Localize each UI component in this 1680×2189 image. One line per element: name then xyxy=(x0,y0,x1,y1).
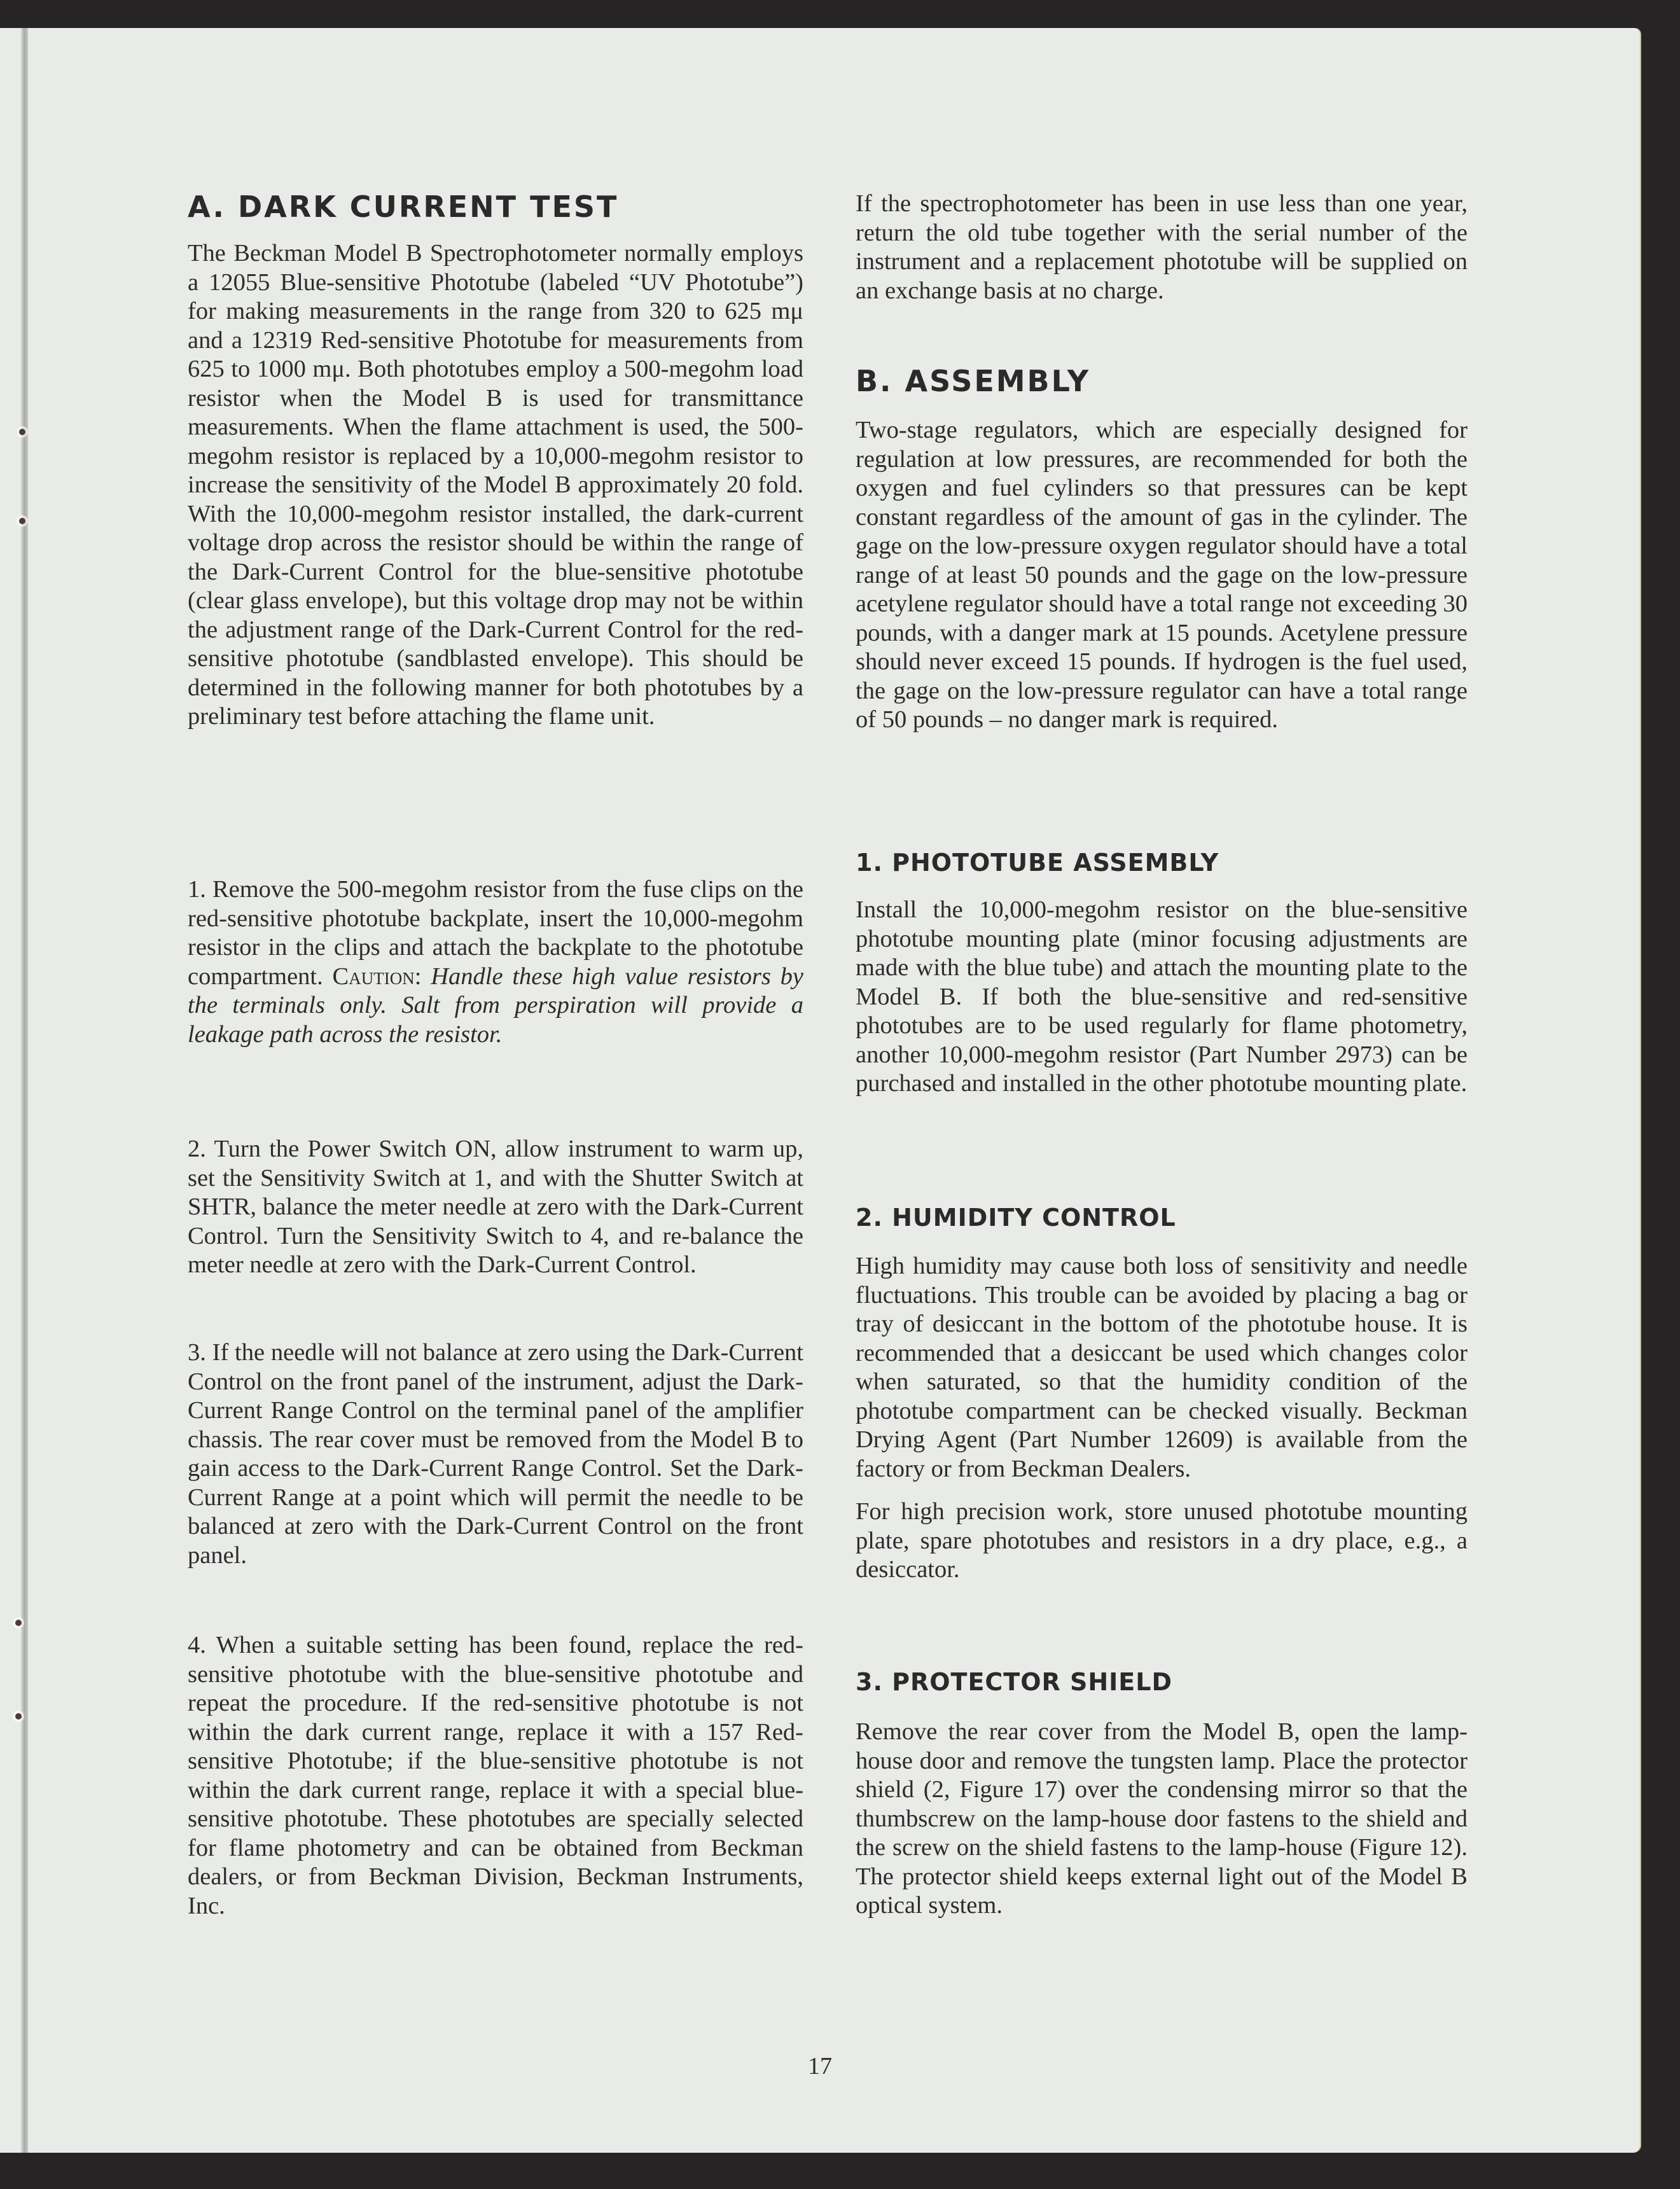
staple-hole xyxy=(15,1713,22,1720)
staple-hole xyxy=(15,1620,22,1626)
humidity-control-paragraph: High humidity may cause both loss of sensitivity and needle fluctuations. This trouble can be avoided by placing a bag or tray of desiccant in the bottom of the phototube house. It is recommended that a desiccant be used which changes color when saturated, so that the humidity condition of the phototube compartment can be checked visually. Beckman Drying Agent (Part Number 12609) is available from the factory or from Beckman Dealers. xyxy=(856,1253,1468,1482)
caution-text: Handle these high value resistors by the terminals only. Salt from perspiration will provide a leakage path across the resistor. xyxy=(188,962,803,1048)
phototube-exchange-paragraph: If the spectrophotometer has been in use less than one year, return the old tube together with the serial number of the instrument and a replacement phototube will be supplied on an exchange basis at no charge. xyxy=(856,190,1468,304)
phototube-assembly-paragraph: Install the 10,000-megohm resistor on the blue-sensitive phototube mounting plate (minor focusing adjustments are made with the blue tube) and attach the mounting plate to the Model B. If both the blue-sensitive and red-sensitive phototubes are to be used regularly for flame photometry, another 10,000-megohm resistor (Part Number 2973) can be purchased and installed in the other phototube mounting plate. xyxy=(856,896,1468,1097)
humidity-storage-paragraph: For high precision work, store unused phototube mounting plate, spare phototubes and resistors in a dry place, e.g., a desiccator. xyxy=(856,1498,1468,1583)
document-page xyxy=(0,28,1640,2153)
staple-hole xyxy=(19,429,25,435)
subsection-heading-humidity-control: 2. HUMIDITY CONTROL xyxy=(856,1204,1176,1232)
subsection-heading-phototube-assembly: 1. PHOTOTUBE ASSEMBLY xyxy=(856,849,1219,877)
dark-current-intro-paragraph: The Beckman Model B Spectrophotometer normally employs a 12055 Blue-sensitive Phototube (labeled “UV Phototube”) for making measurements in the range from 320 to 625 mμ and a 12319 Red-sensitive Phototube for measurements from 625 to 1000 mμ. Both phototubes employ a 500-megohm load resistor when the Model B is used for transmittance measurements. When the flame attachment is used, the 500-megohm resistor is replaced by a 10,000-megohm resistor to increase the sensitivity of the Model B approximately 20 fold. With the 10,000-megohm resistor installed, the dark-current voltage drop across the resistor should be within the range of the Dark-Current Control for the blue-sensitive phototube (clear glass envelope), but this voltage drop may not be within the adjustment range of the Dark-Current Control for the red-sensitive phototube (sandblasted envelope). This should be determined in the following manner for both phototubes by a preliminary test before attaching the flame unit. xyxy=(188,240,803,730)
section-heading-assembly: B. ASSEMBLY xyxy=(856,364,1091,398)
page-number: 17 xyxy=(808,2053,832,2080)
caution-label: Caution: xyxy=(332,962,422,990)
staple-hole xyxy=(19,518,25,524)
step-2-paragraph: 2. Turn the Power Switch ON, allow instrument to warm up, set the Sensitivity Switch at 1, and with the Shutter Switch at SHTR, balance the meter needle at zero with the Dark-Current Control. Turn the Sensitivity Switch to 4, and re-balance the meter needle at zero with the Dark-Current Control. xyxy=(188,1136,803,1278)
step-3-paragraph: 3. If the needle will not balance at zero using the Dark-Current Control on the front panel of the instrument, adjust the Dark-Current Range Control on the terminal panel of the amplifier chassis. The rear cover must be removed from the Model B to gain access to the Dark-Current Range Control. Set the Dark-Current Range at a point which will permit the needle to be balanced at zero with the Dark-Current Control on the front panel. xyxy=(188,1339,803,1569)
section-heading-dark-current-test: A. DARK CURRENT TEST xyxy=(188,190,619,224)
step-1-paragraph xyxy=(188,875,803,1049)
step-4-paragraph: 4. When a suitable setting has been found, replace the red-sensitive phototube with the blue-sensitive phototube and repeat the procedure. If the red-sensitive phototube is not within the dark current range, replace it with a 157 Red-sensitive Phototube; if the blue-sensitive phototube is not within the dark current range, replace it with a special blue-sensitive phototube. These phototubes are specially selected for flame photometry and can be obtained from Beckman dealers, or from Beckman Division, Beckman Instruments, Inc. xyxy=(188,1632,803,1919)
step-1-text: 1. Remove the 500-megohm resistor from the fuse clips on the red-sensitive phototube backplate, insert the 10,000-megohm resistor in the clips and attach the backplate to the phototube compartment. xyxy=(188,876,803,990)
assembly-intro-paragraph: Two-stage regulators, which are especially designed for regulation at low pressures, are recommended for both the oxygen and fuel cylinders so that pressures can be kept constant regardless of the amount of gas in the cylinder. The gage on the low-pressure oxygen regulator should have a total range of at least 50 pounds and the gage on the low-pressure acetylene regulator should have a total range not exceeding 30 pounds, with a danger mark at 15 pounds. Acetylene pressure should never exceed 15 pounds. If hydrogen is the fuel used, the gage on the low-pressure regulator can have a total range of 50 pounds – no danger mark is required. xyxy=(856,417,1468,733)
binding-gutter xyxy=(21,28,28,2153)
subsection-heading-protector-shield: 3. PROTECTOR SHIELD xyxy=(856,1668,1173,1696)
protector-shield-paragraph: Remove the rear cover from the Model B, open the lamp-house door and remove the tungsten lamp. Place the protector shield (2, Figure 17) over the condensing mirror so that the thumbscrew on the lamp-house door fastens to the shield and the screw on the shield fastens to the lamp-house (Figure 12). The protector shield keeps external light out of the Model B optical system. xyxy=(856,1718,1468,1919)
